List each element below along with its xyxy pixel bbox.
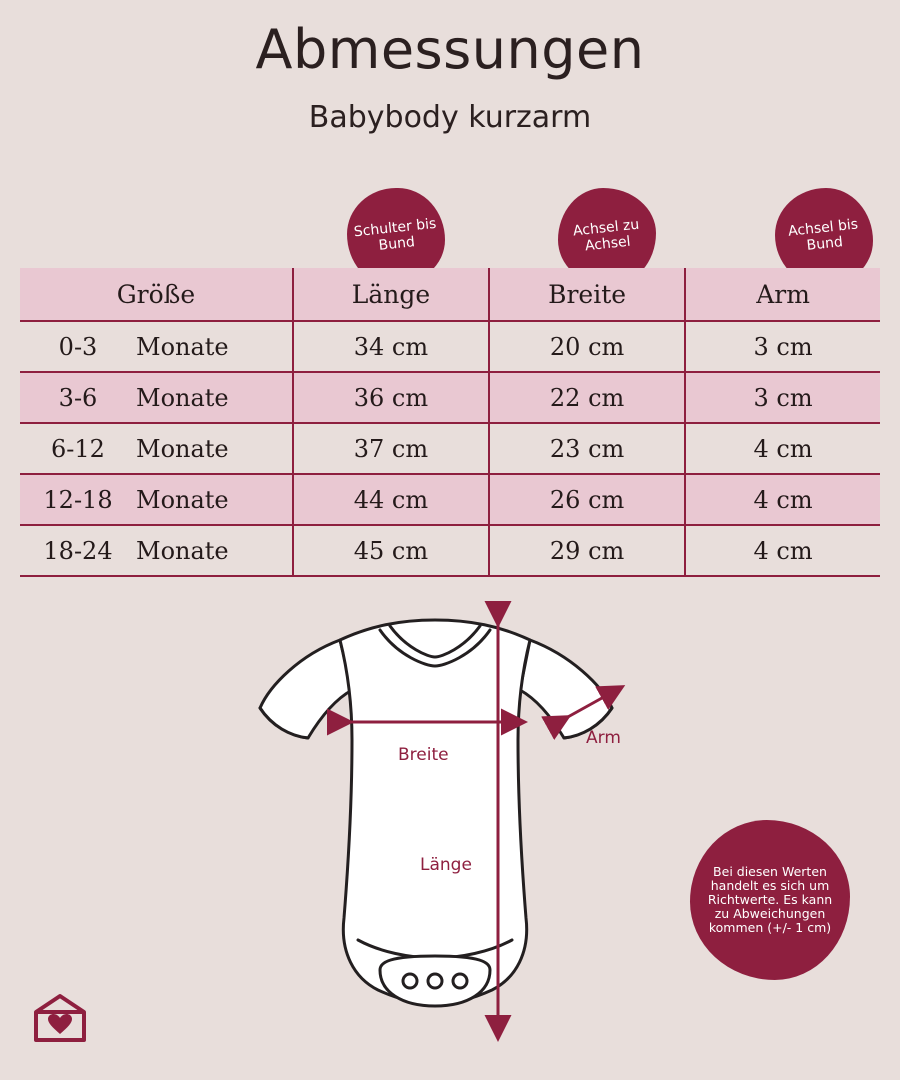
cell-age: 18-24 [43,536,113,565]
cell-arm: 3 cm [685,321,880,372]
cell-arm: 4 cm [685,525,880,576]
cell-age: 12-18 [43,485,113,514]
cell-breite: 22 cm [489,372,685,423]
babybody-drawing-icon [230,600,690,1050]
babybody-illustration [230,600,690,1050]
cell-unit: Monate [136,536,229,565]
cell-age: 6-12 [51,434,105,463]
cell-age: 3-6 [58,383,98,412]
cell-size [20,525,293,576]
dimension-label-breite: Breite [398,745,449,765]
column-header-laenge: Länge [293,268,489,321]
blob-label-laenge-text: Schulter bis Bund [353,216,438,254]
blob-label-breite-text: Achsel zu Achsel [572,216,640,255]
cell-unit: Monate [136,485,229,514]
cell-size [20,372,293,423]
table-row [20,372,880,423]
size-table [20,268,880,577]
house-heart-logo-icon [30,990,90,1046]
dimension-label-arm: Arm [586,728,621,748]
blob-label-arm-text: Achsel bis Bund [787,216,859,254]
column-header-breite: Breite [489,268,685,321]
cell-unit: Monate [136,434,229,463]
table-row [20,423,880,474]
cell-size [20,321,293,372]
size-table-body [20,321,880,576]
cell-arm: 4 cm [685,474,880,525]
cell-size [20,423,293,474]
cell-laenge: 36 cm [293,372,489,423]
table-row [20,474,880,525]
brand-logo [30,990,90,1046]
cell-laenge: 37 cm [293,423,489,474]
page-title: Abmessungen [255,18,645,81]
cell-breite: 29 cm [489,525,685,576]
column-header-arm: Arm [685,268,880,321]
cell-arm: 3 cm [685,372,880,423]
cell-unit: Monate [136,383,229,412]
page-subtitle: Babybody kurzarm [308,100,592,135]
cell-breite: 20 cm [489,321,685,372]
cell-laenge: 44 cm [293,474,489,525]
size-table-head [20,268,880,321]
table-row [20,321,880,372]
table-row [20,525,880,576]
cell-breite: 23 cm [489,423,685,474]
size-table-wrapper [20,268,880,577]
cell-breite: 26 cm [489,474,685,525]
table-header-row [20,268,880,321]
dimension-label-laenge: Länge [420,855,472,875]
cell-unit: Monate [136,332,229,361]
cell-size [20,474,293,525]
cell-age: 0-3 [58,332,98,361]
disclaimer-blob [690,820,850,980]
cell-laenge: 45 cm [293,525,489,576]
cell-arm: 4 cm [685,423,880,474]
column-header-groesse: Größe [20,268,293,321]
disclaimer-text: Bei diesen Werten handelt es sich um Richtwerte. Es kann zu Abweichungen kommen (+/- 1 cm) [707,864,833,935]
cell-laenge: 34 cm [293,321,489,372]
